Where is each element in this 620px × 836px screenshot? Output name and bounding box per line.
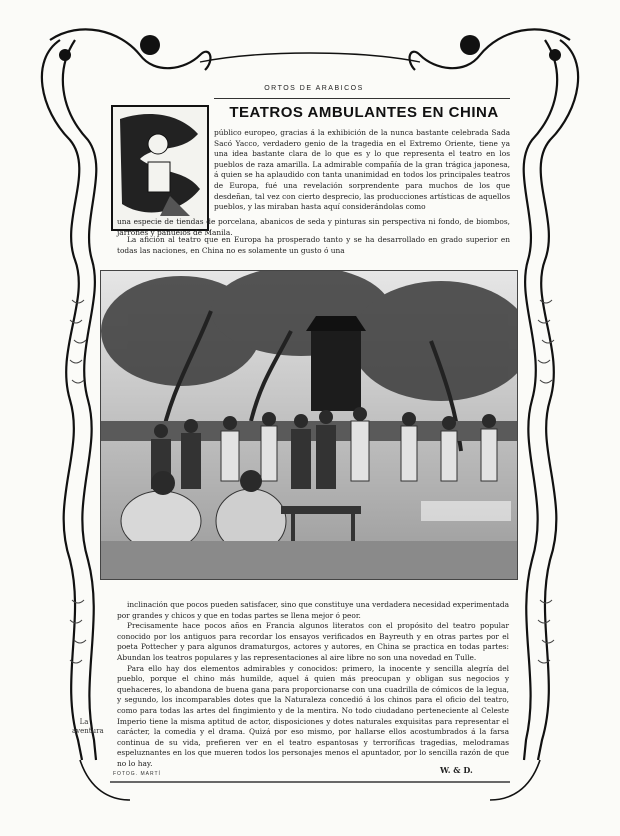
author-signature: W. & D. <box>440 765 473 775</box>
margin-note: La aventura <box>72 718 104 735</box>
illustrated-initial <box>110 104 210 232</box>
intro-paragraph-continuation: una especie de tiendas de porcelana, abanicos de seda y pinturas sin perspectiva ni fondo, de biombos, jarrones y pañuelos de Manila. <box>117 217 510 237</box>
section-kicker: ORTOS DE ARABICOS <box>264 85 364 92</box>
header-rule <box>214 98 510 99</box>
article-title: TEATROS AMBULANTES EN CHINA <box>229 104 499 121</box>
top-left-dragon <box>50 29 210 70</box>
body-paragraph: Precisamente hace pocos años en Francia algunos literatos con el propósito del teatro popular conocido por los antiguos para recordar los ensayos verificados en Bayreuth y en otras partes por el poeta Pottecher y para algunos dramaturgos, actores y autores, en China se practica en todas partes: Abundan los teatros populares y las representaciones al aire libre no son una novedad en Tulle. <box>117 621 509 662</box>
left-serpent-column <box>42 40 82 760</box>
article-body <box>117 600 509 770</box>
top-right-dragon <box>410 29 570 70</box>
photo-credit: FOTOG. MARTÍ <box>113 771 161 777</box>
body-paragraph: Para ello hay dos elementos admirables y conocidos: primero, la inocente y sencilla alegría del pueblo, porque el chino más humilde, aquel á quien más preocupan y obligan sus negocios y quehaceres, lo abandona de buena gana para proporcionarse con una cuadrilla de cómicos de la legua, y segundo, los incomparables dotes que la Naturaleza concedió á los chinos para el oficio del teatro, como para todas las artes del fingimiento y de la mentira. No todo ciudadano perteneciente al Celeste Imperio tiene la misma aptitud de actor, disposiciones y dotes naturales exquisitas para representar el carácter, la comedia y el drama. Quizá por eso mismo, por hallarse ellos acostumbrados á la farsa continua de su vida, prefieren ver en el teatro espantosas y terroríficas tragedias, melodramas espeluznantes en los que mueren todos los personajes menos el apuntador, por lo sencilla razón de que no lo hay. <box>117 663 509 768</box>
right-serpent-column <box>538 40 578 760</box>
body-paragraph: inclinación que pocos pueden satisfacer, sino que constituye una verdadera necesidad experimentada por grandes y chicos y que en todas partes se llena mejor ó peor. <box>117 600 509 620</box>
second-paragraph: La afición al teatro que en Europa ha prosperado tanto y se ha desarrollado en grado superior en todas las naciones, en China no es solamente un gusto ó una <box>117 235 510 255</box>
intro-paragraph: público europeo, gracias á la exhibición de la nunca bastante celebrada Sada Sacó Yacco, verdadero genio de la tragedia en el Extremo Oriente, tiene ya una idea bastante clara de lo que es y lo que representa el teatro en los pueblos de raza amarilla. La admirable compañía de la gran trágica japonesa, á quien se ha aplaudido con tanta unanimidad en todos los principales teatros de Europa, fué una revelación sorprendente para muchos de los que desdeñan, tal vez con cierto desprecio, las producciones artísticas de aquellos pueblos, y las miraban hasta aquí considerándolas como <box>214 128 510 212</box>
street-theatre-photograph <box>100 270 518 580</box>
